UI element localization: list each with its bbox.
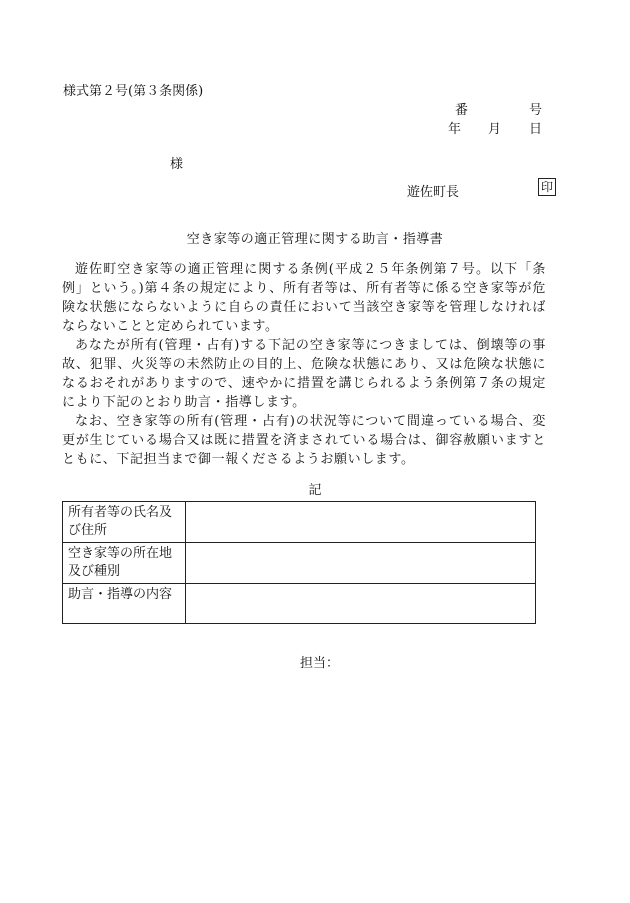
owner-name-address-value <box>186 502 536 543</box>
table-row <box>63 543 536 584</box>
table-row <box>63 584 536 624</box>
seal-mark: 印 <box>538 178 556 196</box>
location-type-label: 空き家等の所在地及び種別 <box>63 543 186 584</box>
owner-name-address-label: 所有者等の氏名及び住所 <box>63 502 186 543</box>
advice-content-value <box>186 584 536 624</box>
sender-mayor: 遊佐町長 <box>407 185 460 200</box>
body-paragraph: なお、空き家等の所有(管理・占有)の状況等について間違っている場合、変更が生じている場合又は既に措置を済まされている場合は、御容赦願いますとともに、下記担当まで御一報くださるようお願いします。 <box>62 414 546 467</box>
month-label: 月 <box>488 122 502 137</box>
document-title: 空き家等の適正管理に関する助言・指導書 <box>186 232 444 247</box>
location-type-value <box>186 543 536 584</box>
info-table <box>62 501 536 624</box>
body-text <box>62 260 546 469</box>
year-label: 年 <box>448 122 462 137</box>
table-row <box>63 502 536 543</box>
ki-heading: 記 <box>308 483 322 498</box>
day-label: 日 <box>529 122 543 137</box>
number-label: 番 <box>455 103 469 118</box>
body-paragraph: 遊佐町空き家等の適正管理に関する条例(平成２５年条例第７号。以下「条例」という。)第４条の規定により、所有者等は、所有者等に係る空き家等が危険な状態にならないように自らの責任において当該空き家等を管理しなければならないことと定められています。 <box>62 262 546 334</box>
body-paragraph: あなたが所有(管理・占有)する下記の空き家等につきましては、倒壊等の事故、犯罪、火災等の未然防止の目的上、危険な状態にあり、又は危険な状態になるおそれがありますので、速やかに措置を講じられるよう条例第７条の規定により下記のとおり助言・指導します。 <box>62 338 546 410</box>
advice-content-label: 助言・指導の内容 <box>63 584 186 624</box>
form-number: 様式第２号(第３条関係) <box>63 84 204 99</box>
number-suffix: 号 <box>529 103 543 118</box>
addressee-honorific: 様 <box>170 157 184 172</box>
contact-label: 担当： <box>300 656 340 671</box>
